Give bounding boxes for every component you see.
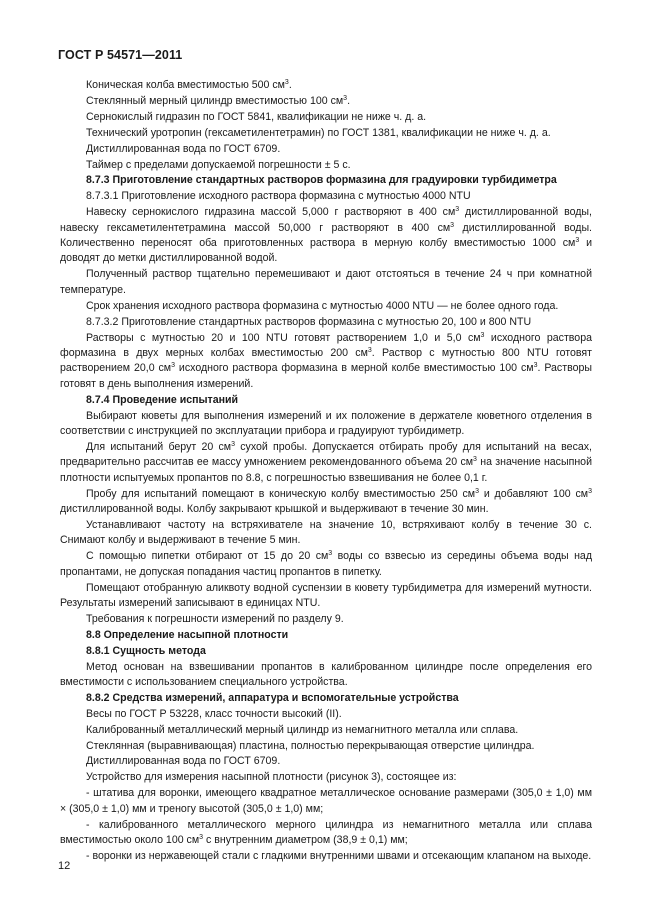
paragraph: 8.7.3.1 Приготовление исходного раствора формазина с мутностью 4000 NTU xyxy=(86,190,471,203)
document-header: ГОСТ Р 54571—2011 xyxy=(58,48,183,62)
paragraph: С помощью пипетки отбирают от 15 до 20 $см^3$ воды со взвесью из середины объема воды над пропантами, не допуская попадания частиц пропантов в пипетку. xyxy=(60,550,593,578)
paragraph: Срок хранения исходного раствора формазина с мутностью 4000 NTU — не более одного года. xyxy=(86,299,559,312)
paragraph: Сернокислый гидразин по ГОСТ 5841, квалификации не ниже ч. д. а. xyxy=(86,110,427,123)
paragraph: Коническая колба вместимостью 500 $см^3$. xyxy=(86,79,292,91)
paragraph: Полученный раствор тщательно перемешивают и дают отстояться в течение 24 ч при комнатной температуре. xyxy=(60,268,592,296)
paragraph: Устройство для измерения насыпной плотности (рисунок 3), состоящее из: xyxy=(86,771,457,784)
paragraph: Требования к погрешности измерений по разделу 9. xyxy=(86,612,344,625)
paragraph: Для испытаний берут 20 $см^3$ сухой пробы. Допускается отбирать пробу для испытаний на весах, предварительно рассчитав ее массу умножением рекомендованного объема 20 $см^3$ на значение насыпной плотности испытуемых пропантов по 8.8, с погрешностью взвешивания не более 0,1 г. xyxy=(60,440,592,484)
paragraph: 8.7.3.2 Приготовление стандартных растворов формазина с мутностью 20, 100 и 800 NTU xyxy=(86,315,532,328)
section-heading: 8.8.2 Средства измерений, аппаратура и вспомогательные устройства xyxy=(86,691,459,704)
paragraph: - штатива для воронки, имеющего квадратное металлическое основание размерами (305,0 ± 1,0) мм × (305,0 ± 1,0) мм и треногу высотой (305,0 ± 1,0) мм; xyxy=(60,787,592,815)
paragraph: Стеклянная (выравнивающая) пластина, полностью перекрывающая отверстие цилиндра. xyxy=(86,739,535,752)
paragraph: Растворы с мутностью 20 и 100 NTU готовят растворением 1,0 и 5,0 $см^3$ исходного раствора формазина в двух мерных колбах вместимостью 200 $см^3$. Раствор с мутностью 800 NTU готовят растворением 20,0 $см^3$ исходного раствора формазина в мерной колбе вместимостью 100 $см^3$. Растворы готовят в день выполнения измерений. xyxy=(60,331,592,390)
paragraph: - воронки из нержавеющей стали с гладкими внутренними швами и отсекающим клапаном на выходе. xyxy=(86,849,592,862)
paragraph: Выбирают кюветы для выполнения измерений и их положение в держателе кюветного отделения в соответствии с инструкцией по эксплуатации прибора и градуируют турбидиметр. xyxy=(60,409,592,437)
section-heading: 8.8 Определение насыпной плотности xyxy=(86,628,289,641)
paragraph: Весы по ГОСТ Р 53228, класс точности высокий (II). xyxy=(86,707,342,720)
section-heading: 8.7.4 Проведение испытаний xyxy=(86,393,239,406)
paragraph: Пробу для испытаний помещают в коническую колбу вместимостью 250 $см^3$ и добавляют 100 $см^3$ дистиллированной воды. Колбу закрывают крышкой и выдерживают в течение 30 мин. xyxy=(60,487,592,515)
paragraph: Навеску сернокислого гидразина массой 5,000 г растворяют в 400 $см^3$ дистиллированной воды, навеску гексаметилентетрамина массой 50,000 г растворяют в 400 $см^3$ дистиллированной воды. Количественно переносят оба приготовленных раствора в мерную колбу вместимостью 1000 $см^3$ и доводят до метки дистиллированной водой. xyxy=(60,206,593,265)
paragraph: Технический уротропин (гексаметилентетрамин) по ГОСТ 1381, квалификации не ниже ч. д. а. xyxy=(86,126,551,139)
document-body xyxy=(60,78,593,865)
paragraph: Помещают отобранную аликвоту водной суспензии в кювету турбидиметра для измерений мутности. Результаты измерений записывают в единицах NTU. xyxy=(60,581,592,609)
paragraph: - калиброванного металлического мерного цилиндра из немагнитного металла или сплава вместимостью около 100 $см^3$ с внутренним диаметром (38,9 ± 0,1) мм; xyxy=(60,818,592,846)
paragraph: Устанавливают частоту на встряхивателе на значение 10, встряхивают колбу в течение 30 с. Снимают колбу и выдерживают в течение 5 мин. xyxy=(60,518,592,547)
paragraph: Дистиллированная вода по ГОСТ 6709. xyxy=(86,755,281,768)
paragraph: Метод основан на взвешивании пропантов в калиброванном цилиндре после определения его вместимости с использованием специального устройства. xyxy=(60,660,592,688)
paragraph: Таймер с пределами допускаемой погрешности ± 5 с. xyxy=(86,158,351,171)
paragraph: Калиброванный металлический мерный цилиндр из немагнитного металла или сплава. xyxy=(86,723,519,736)
page-number: 12 xyxy=(58,860,71,872)
paragraph: Дистиллированная вода по ГОСТ 6709. xyxy=(86,142,281,155)
paragraph: Стеклянный мерный цилиндр вместимостью 100 $см^3$. xyxy=(86,94,351,107)
section-heading: 8.8.1 Сущность метода xyxy=(86,644,206,657)
section-heading: 8.7.3 Приготовление стандартных растворов формазина для градуировки турбидиметра xyxy=(86,174,557,187)
